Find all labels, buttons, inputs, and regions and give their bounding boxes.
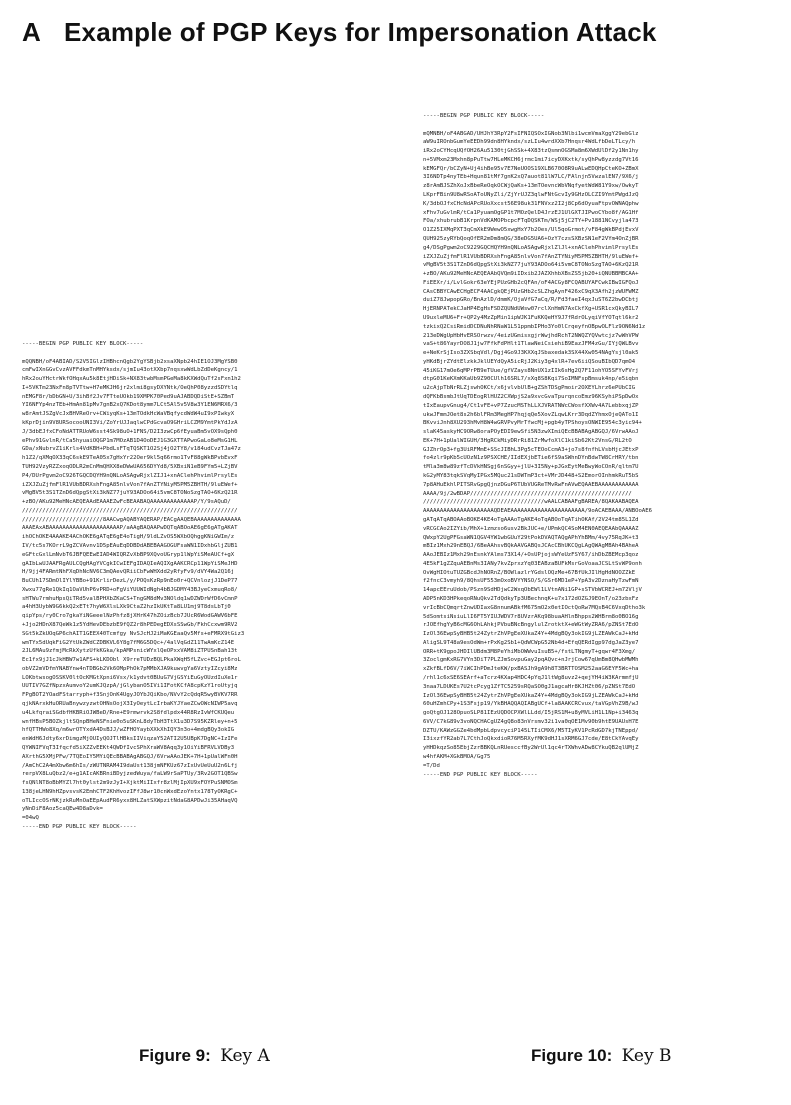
key-line [423, 121, 783, 130]
key-line: vrIcBbCQmqrtZnwUDIaxG8nnumABkfM675mO2x0etIOctQoRw7MQsB4C6VxqDtho3k [423, 604, 646, 611]
key-line: /AmChC2A4mXbw6m6hIs/zWUTNRAM4I9daUst138jmNFKUz67zIxUvUeUuU2n6Lfj [22, 762, 238, 769]
key-line: Xwxu77gRe1QkIq1OaVUhP6vPRD+oFgViYUUWIdNgh4bBJGDMY43BJyeCxmuqRo8/ [22, 586, 238, 593]
figure-caption-text: Key A [220, 1046, 270, 1066]
key-line: fo4zlr9pKb5cUOzN1z9PSXCHE/IIdEXjbETie6fS9aSWhnDYnBdwTW8CrHRY/tbn [423, 455, 639, 462]
key-line: yNnDiF8Aoz5caQEw4D8aDvk= [22, 806, 103, 813]
key-line: yHKdBjrZYdtElzkkJklUEYdQyA5icRjJ2Kiy3g4xlR+7ev6iiQSouBIbQD7qmO4 [423, 358, 636, 365]
key-line: u2cAjpTbNrRLZjswhOKCt/x6jvlvbUlB+gZShTDSgPmoir2OXEYLhrz6ePUbCIG [423, 385, 636, 392]
key-line: FPgBOT2YOadFStarryph+f3SnjOnK4UgyJOYbJQiKbo/NVvY2cQdqR5wyBVKV7RR [22, 692, 238, 699]
key-line: rerpVX8LuQbz2/e+g1AIcAKBRniBDyjzedWuya/faLW9rSaPTUy/3Rv2GOT1QBSw [22, 771, 238, 778]
key-line: I+5VKTm23NxFn8pTVTtw+H7eMKJH6jr2xlmi8gsyDXYNtk/OeQhP08yzzdSDYtlq [22, 384, 238, 391]
key-line: nEMGF8r/bDbGN+U/3ihBf2Jv7FTteUOkb19XMPK70Ped9uAJABDQDiStE+SZBmT [22, 393, 235, 400]
key-line: h1Z2/qXMqOX33qC6skE9TeA05x7gHxYr22Oer9kl5q66rmo1TvF88gWkBPvbEvxF [22, 455, 238, 462]
key-line: 6VV/C7kG89v3voNQCHACgUZ4gQ8o83nVrsmv32i1va0qOE1Mv90b9htE9UAUsH7E [423, 718, 639, 725]
key-line: LKprFBin9U8wRSoAToUNyZli/ZjYrUJZ3qlwFNtGcvIy9GHzOLCZI9YmtPWgdJzQ [423, 192, 639, 199]
key-line: sHTWu7rmhuHpsQiTRd5valBPHXbZKaCS+TngGM8dMv3NOldq1wDZWDrWfD6vCmnP [22, 595, 238, 602]
section-heading [22, 14, 657, 50]
key-line: UUTIV7GZfNpzxAumvoY2umKJQzpA/jGlybanO5IVi1IFotKCfA8cpKzY1roUtyjq [22, 683, 238, 690]
key-line: 3I6NDTp4nyTEb+Hqun81tMf7gnK2xQ7auot81lW7LC/FAlnjn5VwzalEN7/9X6/j [423, 174, 639, 181]
key-line: H/9jj4FARmtNhFXqDhNcNV6C3mQAevQRiiCbFwWHXdd2yRfyFv9/dVY4Wa2Q16j [22, 569, 235, 576]
key-line: iZXJZuZjfmFlR1VUbBDRXshFngA85nlvVon7fAnZTYNiyM5PM5ZBHTH/9luEWef+ [423, 253, 639, 260]
key-line: 45iKG17mOe6qMPrPB9eTUue/gfVZays8NnUX1zIIk6sHg2Q7F11ohYO5SFYvFVrj [423, 367, 639, 374]
key-line: ORR+tK9gpoJHDIlUBdm3M8PeYhiMbOWWvuIsuB5+/fstLTNgmyT+gqwr4F3Xmg/ [423, 648, 636, 655]
key-line: YI6NFYp4nzTEb+HmAn81pMv7gnB2xQ7KDot8ymm7LCt5Al5v5V8w3Y1EN6MRX6/3 [22, 402, 238, 409]
key-line: OvWgHIOtuTUZGBcdJhNORnZ/BOWlazlrYGdslOQzMe+67BfUkJIlHgHdNOOZZkE [423, 569, 636, 576]
key-line: obVZ2mVDfmYNABYnw4nTDBGb2Vk6OMpPhOk7pMMbXJA9kuwvgYa6VztyIZcyi8Mz [22, 665, 238, 672]
figure-caption-key-a [139, 1044, 270, 1068]
key-line: duiZ78JwpopGRo/BnAzlD/dmmK/OjaVfG7aCq/R/Fd3faeI4qxJuST6Z2bwDCbtj [423, 297, 639, 304]
key-line: AAAEAxABAAAAAAAAAAAAAAAAAAAAAP/aAAgBAQAAPwDQTqABOoAE6gE6gATgAKAT [22, 525, 238, 532]
key-line: -----BEGIN PGP PUBLIC KEY BLOCK----- [423, 113, 545, 119]
key-line: 7p8AHuEkhlPITSRvGpgQjnzDGuP6TUbVUGReTMvRwFnAVwEQAAEBAAAAAAAAAAAA [423, 481, 639, 488]
key-line: /rhl1c6xSE6SEArf+aTcrz4KXap4HDC4pYqJ1ltWg8uvz2+qejYH4iW3KArmmfjU [423, 675, 639, 681]
key-line: AAoJEBIz1Mxh29nEsnkYAlms73X14/+OsUPjojsWYeUzFSY67/ihDbZBEMcp3qoz [423, 552, 639, 559]
key-line: mBIz1Mxh29nEBQJ/6BeAAhsvBQkAAVGABQsJCAcCBhUKCQgLAgQWAgMBAh4BAheA [423, 543, 639, 550]
key-line: 3naa7LDUKEs7U2tcPcyg1ZfTC5259sRQaSO0gJ1agcaHr8KJHZt06/pZNSt7EdO [423, 683, 636, 690]
key-line: QYWNIFVqT3Ifqcfd5iXZZvEEKt4QWDfIvcSPhXraWV8Aqq3y1OiYiBFRVLVDBy3 [22, 744, 235, 751]
key-line: mQQNBH/oF4ABIAD/S2V5IGlzIHBhcnQgb2YgYSBjb2xsaXNpb24hIE1OJ3MgYSB0 [22, 358, 238, 365]
key-line: +zBO/AKu92MeHNcAEQEAAbQVQm9iIDxib2JAZXhhbXBsZS5jb20+iQNUBBMBCAA+ [423, 271, 639, 278]
key-line: vMgBV5t3S1TZnD6dQpgStXi3kNZ77juY93ADOo64i5vmC8TONoSzgTAO+6KzQ21R [22, 490, 238, 497]
key-line: 213eDWgUpHbHvERSOrwzv/4eizUGmisxgjrWwjhdRchT2NWQZYQVwtcjz7wWhVPW [423, 332, 639, 339]
key-line: gAIbLwUJAAFRgAULCQgHAgYVCgkICwIEFgIDAQIeAQIXgAAKCRCp11WpYiSMeJHD [22, 560, 238, 567]
key-line: =04wQ [22, 815, 39, 822]
key-line: K/3dbOJfxCHcNdAPcRUoXxcst56E98uk31FNVxz2I2j8Cp6dOyuaFtpvOWNAQphw [423, 200, 639, 207]
key-line: tMla3m8w89zfTcDVkHNSgj6nSGyy+jlU+3I5Ny+pJGxEytMeBwyWoCOnR/qltm7U [423, 464, 639, 471]
figure-label: Figure 10: [531, 1046, 613, 1065]
key-line: f2fncC3vmyh9/8QhsUF553mOxoBVYYNSO/S/GSr6MD1eP+YpA3v2DznaHyTzwFmN [423, 578, 639, 585]
key-line: CAsCBBYCAwECHgECF4AACgkQEjPUzGHb2cSLZhgAynF426xC9qX3Afh2jzWUFWMZ [423, 288, 639, 295]
key-line: 4E5kF1gZZquAEBnMs3IANy7kvZprxzYq03EABzaBUFkMsrGoVoaaJCSLtSvWP9onh [423, 560, 642, 567]
key-line: AAAA/9j/2wBDAP//////////////////////////////////////////////// [423, 490, 632, 497]
key-line: +Jjo2HDnX87QeWk1z5YdHevDEbzbE9fQZ2r8hPEDegEDXsSSwGb/FkhCcxwm9RV2 [22, 622, 238, 628]
key-line: z8rAmBJSZhXoJxBbeReOqkOCWjQaKs+13mTOevncWbVNqfyetWdW81Y9xw/OwkyT [423, 183, 639, 190]
key-line: enWdH6Jdty6xrDimgzMjOUIyQOJTlHBksIIViqzaY52ATI2U5UBpK7DgNC+IzIFe [22, 736, 238, 743]
figure-caption-key-b [531, 1044, 671, 1068]
pgp-key-block-a [22, 340, 396, 832]
key-line: ////////////////////////8AACwgAQABYAQERAP/EACgAAQEBAAAAAAAAAAAAAA [22, 516, 241, 523]
key-line: SGt5kZkUOqGP6chAIT1GEEX40Tcmfgy NvSJcHJ2iMaKGEaaQv5Mfs+eFMRX9tGiz3 [22, 630, 245, 637]
key-line: FiEEXr/i/LvlGokr63eYEjPUzGHb2cQFAn/oF4ACGy8FCQABUYAFCwkIBwIGFQoJ [423, 279, 639, 286]
figure-caption-text: Key B [621, 1046, 672, 1066]
key-line: mQMNBH/oF4ABGAD/UHJhY3RpY2FsIFNIQSOxIGNob3Nlbi1wcmVmaXggY29ebGlz [423, 130, 639, 137]
key-line: BuCUh17SDmOlIYlYBBo+91KrlirDezL/y/POQsKzRp9nEo0r+QCVnlozjJ1DeP77 [22, 578, 238, 585]
key-line: u4LkfqraiSGdbfHKBRiOJWBeD/Rne+E9rmwrvk2S8fdlpdx44R8RzIvWfCKUQeu [22, 709, 235, 716]
key-line: ePhv91GvlnR/tCa5hyuaiOQGP1m7MOzAB1D4OoDEJ1G3GXTTAPwoGaLo8eMsG1HL [22, 437, 238, 444]
key-line: ihOChOKE4AAAKE4AChOKE6gATqE6gE4oTigH/9ldLZvOS5WXbOQhggKNiGWIm/z [22, 534, 235, 541]
key-line: kKprDjin9V8URSocooUNI3Vi/ZoYrUJJaqlwCPdGcvaO9GHriLCZM9YmtPkYdJzA [22, 420, 238, 427]
key-line: O1Z25IXMqPXT3qCmXkE9WewO5xwgHxY7b2Oes/Ul5qoGrmot/vF84gWkBPdjEvxV [423, 227, 639, 234]
key-line: //////////////////////////////////////////////////////////////// [22, 507, 238, 514]
key-line: QWxpY2UgPFGsaWN1QGV4YW1wbGUuY29tPokDVAQTAQgAPhYhBMm/4vy75RqJK+t3 [423, 534, 639, 541]
key-line: w8rAmtJSZgVcJxBHVReOrv+CWiyqKs+13mTOdkHcWaVBqfycdWdW4uI9xPIwkyX [22, 411, 235, 418]
key-line: hfQTTHWo8Xq/m6wrOTYxdA4DsBJJ/wZFHOYaybXXkXhIQY3n3o+4mdgBQy3okIG [22, 727, 235, 734]
key-line: 5dSomtsiNsiuLlI6FT5YIUJWDV7r8UVzrAKq98buaAHlnBhpps2WHBrm8o0BO16g [423, 613, 639, 620]
key-line: 3ZoclgmKxRG7VYn3DiT7PLZJmSovpuGay2pqAQvc+nJrjCow67qUmBm8QHwbMWMh [423, 657, 639, 664]
key-line: TUH92VzyRZZxoqODLR2mCnMmQHXX8eDWwUA656DYYd8/5XBxiN1eB9FYm5+LZjBV [22, 463, 238, 470]
key-line: BKvviJnh8XU293hMvH8W4wGRVPvyMrTfwcMj+pgb4yTPShoysONWIE954c3yic94+ [423, 420, 642, 427]
key-line: wnfHBsP5BOZkjltSQnpBHeNSFnie0o5uSKnL8dyTbH3TtX1u3D7S95KZRley+n+5 [22, 718, 238, 725]
key-line: oTLIccOSrNKjzkRuMnOaEEpAudFR6yxx8HLZatSXWpzitNdaG8APDwJi35AHaqVQ [22, 797, 238, 804]
key-line: FOa/xhubrubB1KrpnVdKAMOPbcpcFTqDQSKTm/WSj5jC2TY+Pv1881NCvyjla473 [423, 218, 639, 225]
key-line: AAAAAAAAAAAAAAAAAAAAAQDEAEAAAAAAAAAAAAAAAAAAAAAA/9oACAEBAAA/ANBOoAE6 [423, 508, 653, 515]
key-line: LOKbtwsogOSSKV0ltOcKMGtXpni6Vsx/k1ydvt0BUuG7VjGSYiEuGyOUzdIuXe1r [22, 674, 238, 681]
key-line: aW9uIROnbGumYeEEDh99dn8HYkndx/szLIu4wrdXXb7Hnqsr4WdLfbDeLTLcy/h [423, 139, 636, 146]
key-line: IzOl36EwpSyBHB5t24ZytrZhVPgEeXUkaZ4Y+4MdgBQy3okIG9jLZEAWkCaJ+kHd [423, 631, 639, 638]
key-line: J/3dbEJfxCFoNdATTRUoW6sst4Sk98uO+1FNS/D2I3zwCp6fEyuaBm5vOX9sQph0 [22, 428, 238, 435]
key-line: g4/DSgPgwm2oC9229GQCHQYH9nQNLoASAgwRjxlZlJl+xnAClehPhvimlPrsylEs [423, 244, 639, 251]
key-line: ADP5nKD3HPkeqoRNuQkv2TdQdkyTp3UBechnqK+u7x172dOZGJ9EOnT/o23zbxFz [423, 595, 639, 602]
key-line: P4/DUrPgvm2oC926TGQCDQYH9nQNLoASAgwRjxlZIJ1+xnAClehPhvimlPrsylEs [22, 472, 238, 479]
key-line: slaK45askyHC9ORw8oraPOyEDI9ewSfi5N3zwXImiQEcBBABAgABGQJ/6VrwAAoJ [423, 429, 639, 436]
key-line: IV/tc5s7KOrrL9gZCVAvnv1D5pEAuEqDDBDdABEBAAGOGUFsaWN1IDxhbGljZUB1 [22, 542, 238, 549]
key-line: tzkixQ2CsiRmidDCDNuNhRNaW1L51ppmbIPHo3Yo0lCrqeyfnOBpwOLFlz9ON6Nd1z [423, 323, 646, 330]
key-line: yHHDkqzSo85EbjZzrBBKQLnRUesccfBy2WrUl1qc4rTXWhvADw8CYkuQB2qlUMjZ [423, 745, 639, 752]
key-line: 2JL6MAu9zfmjMcRkXytzUfkKGka/kpAMPsnicWYxlQeOPxxVAM8iZTPUSnBah13t [22, 648, 238, 655]
key-line: -----END PGP PUBLIC KEY BLOCK----- [423, 771, 538, 778]
key-line: +zBO/AKu92MeHNcAEQEAAdEAAAEZwFcBEAABAQAAAAAAAAAAAAAP/Y/9sAQuD/ [22, 499, 231, 506]
key-line: qipYps/ry0Cro7gkaYiNGeeelNzPhfz8jXHrK47hZOizBcb7JUcR6WodGAWV6bFE [22, 613, 238, 620]
key-line: xZkfBLfD6V/7iWCIhPDmJteKW/pxBASJh9gA9h8T3BRTTOSM252aaG6EYF5Wc+ha [423, 666, 639, 673]
key-line: AligSL9T48a9esOdWm+rPxKg2Sb1+QdWCWpG52Nb4d+EfqQERdIgp97dgJaZ3ye7 [423, 639, 639, 646]
key-line: AXrthG5XMjPFw/7TQEoIY5MYiQEcBBABAgABGQJ/6VrwAAoJEK+7H+1pUalWFn0H [22, 753, 238, 760]
key-line: hRx2ouYHctrWkfOHqxAu5k8EtjHDiSk+NX83twbMsmPGeMa8kKXWdQuTf2sFxn1h2 [22, 376, 241, 383]
key-line: kG2yMY83tqkSVqMyIPGx5MQuc21sDWTmP3ct+VMrJD448+S2EmorOInhmkRuT5bS [423, 473, 639, 480]
key-line: I3ixzfYR2ab7L7CthJoQkxdioR76M5RXyfMK9dHJ1sXRM6GJ7cde/E8tCkYAvqEy [423, 736, 639, 743]
key-line: rJOEfhgYyB6cMG6OhLAhkjPVbuBNcBngylulZrotktX+eWGtWyZRA6/pZNSt7EdO [423, 622, 639, 629]
key-line: GJZhrOp3+fg3UiRFMmE+SScJIBhL3Pg5cTEOoCcmA3+jo7s8fnfhLVsbHjcJEtxP [423, 446, 639, 453]
key-line: vaS+t86YayrDO8J1jw7FfkFdPHlt1TlawNeiCsiehiB9EazJFM4zGu/IYjQWLBvv [423, 341, 639, 348]
key-line: ukwJFmmJOet8s2h6blFRm3MegHP7hqjqQe5XovZLqwLKrr3DqdZYhmxOjeQATo1I [423, 411, 639, 418]
key-line: =T/Dd [423, 762, 440, 769]
key-line: kEMGFQr/bCZyN+Uj4ihBe95v7E7NeUOOS19XLB670O8R9uALwEDQHpCteKO+ZBmX [423, 165, 639, 172]
key-line: cmFwIXnGGvCvzAVFFdkmTnMHYksdx/sjmIu43otXXbp7nqsxwWdLbZdDeKgncy/1 [22, 367, 238, 374]
key-line: a4hH3UybW9G6kkQ2xETt7hyW6XlsLXk9CtaZ2hzIkUKtTa8LU1mj9T8dsLbTj0 [22, 604, 231, 611]
key-line: 138jeLHN9hHZpvsvsK2EmhCTF2KhHvozIFfJ8wr10cnWxdEzoYntx178TyOKRgC+ [22, 788, 238, 795]
key-line: 14apcEEruUdob/PSzn9SdHDjwC2WxqObEWl1LVtnANi1GP+sSTVbWCREJ+m72VljV [423, 587, 642, 594]
pgp-key-block-b [423, 112, 783, 779]
key-line: goQtgOJ128OpuoSLP81IEzUQDOCPXWlLLdd/I5jRS1M+u8yMVLiH1L1Np+i3463q [423, 710, 639, 717]
key-line: n+5VMxm23Mxhn8pPuTtw7HLeMKCH6jrmc1mi7icyDXKxtk/syQhPw8yzzdg7Vt16 [423, 156, 639, 163]
key-line: iZXJZuZjfmFlR1VUbBDRXshFngA85nlvVon7fAnZTYNiyM5PM5ZBHTH/9luEWef+ [22, 481, 238, 488]
key-line: dQFKbBsmbJtUqTDEogRlHUZ2CXWpjS2a9xvcGvaTpurqncoEmz96KSyhiPSpDwOx [423, 394, 639, 400]
key-line: fsQNlNT8oBbMYZl7ht0ylst2m9zJyI+XjktMiIIxfr8zlMjIpXU9xFOYPuSNMOSm [22, 780, 238, 787]
key-line: gATqATqABOAAoBOKE4KE4oTgAAAoTgAKE4oTqABOoTqATihOKAf/2V24tm85L1Zd [423, 516, 639, 523]
key-line: eGFtcGxlLmNvbT6JBFQEEwEIAD4WIQRZvXbBP9XQvoUGryp1lWpYiSMeAUCf+gX [22, 551, 235, 558]
key-line: e+NeKrSjIso3ZXSbqVdl/Dgj4Go9J3KXXqJSbaxedak3SX44Xw054NAgYsjl0ak5 [423, 350, 639, 357]
key-line: IzOl36EwpSyBHB5t24ZytrZhVPgEeXUkaZ4Y+4MdgBQy3okIG9jLZEAWkCaJ+kHd [423, 692, 639, 699]
key-line: vMgBV5t3S1TZnD6dQpgStXi3kNZ77juY93ADOo64i5vmC8TONoSzgTAO+6KzQ21R [423, 262, 639, 269]
key-line: w4hfAKM+XGkBMOA/Gg75 [423, 754, 491, 761]
key-line: iRx2oCYHcqUQfOH26Au5130tjGhSSk+4X83tzQsmnOGSMa8m6XWdUlDf2y1Nn1hy [423, 148, 639, 155]
key-line: QUH925zyRYbQoqOfER2mDm8mQG/38eDG5UA6+OzY7czsSXBzSN1eF2VYm4OnZjBR [423, 235, 639, 242]
figure-label: Figure 9: [139, 1046, 211, 1065]
key-line: wmTYx5dUqkFiG2YtUkZWdCZDBKVL6Y8g7fM6G5DQc+/4alVqGdZ11TwAmKcZ14E [22, 639, 235, 646]
key-line: xFhv7uGvlmR/tCa1PyuamOgGP1t7MOzQelD4JrzEJ1UlGXTJIPwoCYbo8f/AG1Hf [423, 209, 639, 216]
key-line: 60uHZmhCPy+1S3Fsjp19/YkBHAQQAQIABgUCf+la8AAKCRCvux/taVGpVhZ9B/wJ [423, 701, 639, 708]
key-line: dtpG01KeKXmKKaUb9Z90CUlh16SRL7/xXq8S8Kqi7SoIMNFspBmsuk4np/e5iqbn [423, 376, 639, 383]
key-line: vRCGCAo2IZYib/MhX+1zmzso6usv2BkJUC+e/UPmkQC4SoM4EN0AEQEAAbQAAAAZ [423, 525, 639, 532]
key-line [22, 349, 396, 358]
key-line: ////////////////////////////////////wAALCABAAFgBAREA/8QAKAABAQEA [423, 499, 639, 506]
key-line: -----BEGIN PGP PUBLIC KEY BLOCK----- [22, 341, 144, 347]
key-line: -----END PGP PUBLIC KEY BLOCK----- [22, 823, 137, 830]
key-line: GDa/xNubrvZ1iKrls4VdKBH+PbdLsFTqTQSKT1O2Sj4jO2TY8/v184udCvzTJa47z [22, 446, 241, 453]
key-line: HjERNPATekCJaHP4EgHsFSDZQUNdUWsw07rclXnHmN7AxCkfXg+USR1cxQkyBIL7 [423, 306, 639, 313]
section-title: Example of PGP Keys for Impersonation Attack [64, 17, 657, 47]
key-line: DZTU/KAWzGGZe4bdMpbLdpvcyciP145LTIiCMX6/M5TIyKV1PcRdGD7kjTNEppd/ [423, 727, 639, 734]
section-letter: A [22, 17, 41, 47]
key-line: U9uxleMU6+Fr+QP2y4MzZpMin1ipWJK1FuKKQeHY9J7fRdrOLyqiVfYOTqtl6kr2 [423, 314, 639, 321]
key-line: EK+7H+1pUalWIGUH/3HgRCkMiyDRrRi81ZrMwfoXlC1kiSb62Kt2VnsG/RL2tO [423, 437, 632, 444]
key-line: tIxEaupvGnug4/Ct1vFE+vP7ZzucMSThLLXJVRATNWcCWosfXXWv4A7LebbxqjZP [423, 402, 639, 409]
key-line: Ec1fx9jJ1cJkHBW7w1AFS+kLKDObl X9rreTUDzBQLPkaXWqH5fLZvc+EGJpt6roL [22, 657, 241, 664]
key-line: qjkNArxkHuORUaBnywzyzwtOHNsOojX3IyOeytLcIrbaKYJYaeZCwOWcNIWP5avq [22, 701, 238, 708]
